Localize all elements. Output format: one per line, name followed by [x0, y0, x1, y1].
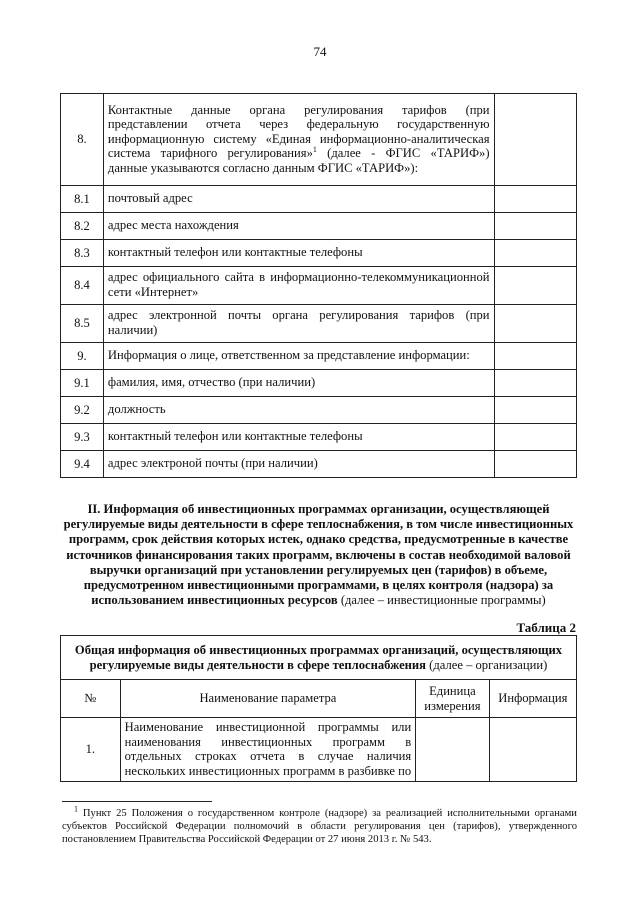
row-text-line: нескольких инвестиционных программ в разбивке по: [124, 763, 412, 778]
section-heading: [60, 502, 577, 608]
table-row: [61, 424, 577, 451]
row-value-cell: [494, 370, 576, 397]
table-row: [61, 240, 577, 267]
row-value-cell: [494, 397, 576, 424]
row-description: адрес официального сайта в информационно-телекоммуникационной сети «Интернет»: [103, 267, 494, 305]
row-number: 8.: [61, 94, 104, 186]
row-description: адрес места нахождения: [103, 213, 494, 240]
row-description: должность: [103, 397, 494, 424]
row-description: контактный телефон или контактные телефоны: [103, 240, 494, 267]
header-name: Наименование параметра: [120, 680, 416, 718]
table-caption-row: [61, 636, 577, 680]
row-value-cell: [494, 451, 576, 478]
row-value-cell: [494, 213, 576, 240]
row-text-line: отдельных строках отчета в случае наличия: [124, 749, 412, 764]
row-number: 9.1: [61, 370, 104, 397]
table-row: [61, 213, 577, 240]
row-num: 1.: [61, 718, 121, 782]
table-row: [61, 397, 577, 424]
row-description: адрес электроной почты (при наличии): [103, 451, 494, 478]
footnote-reference[interactable]: 1: [312, 145, 317, 155]
table-row: [61, 718, 577, 782]
row-value-cell: [494, 267, 576, 305]
investment-table: [60, 635, 577, 782]
row-number: 9.: [61, 343, 104, 370]
header-unit: Единица измерения: [416, 680, 489, 718]
row-text-line: наименования инвестиционных программ в: [124, 734, 412, 749]
page-number: 74: [313, 44, 327, 59]
caption-bold: Общая информация об инвестиционных программах организаций, осуществляющих регулируемые виды деятельности в сфере теплоснабжения: [74, 642, 563, 672]
table-row: [61, 186, 577, 213]
row-number: 8.5: [61, 305, 104, 343]
table-row: [61, 451, 577, 478]
header-num: №: [61, 680, 121, 718]
row-description-text: Контактные данные органа регулирования тарифов (при представлении отчета через федеральную государственную информационную систему «Единая информационно-аналитическая система тарифного регулирования»: [107, 102, 490, 161]
table-label: Таблица 2: [516, 620, 576, 635]
row-number: 8.1: [61, 186, 104, 213]
row-description: [103, 94, 494, 186]
row-unit-cell: [416, 718, 489, 782]
table-row: [61, 343, 577, 370]
row-description-tail: (далее - ФГИС «ТАРИФ») данные указываются согласно данным ФГИС «ТАРИФ»):: [107, 146, 490, 175]
section-heading-normal: (далее – инвестиционные программы): [337, 593, 546, 608]
row-text-line: Наименование инвестиционной программы или: [124, 720, 412, 734]
table-row: [61, 94, 577, 186]
table-caption: [61, 636, 577, 680]
contacts-table: [60, 93, 577, 478]
row-text: [120, 718, 416, 782]
row-value-cell: [494, 94, 576, 186]
row-description: адрес электронной почты органа регулирования тарифов (при наличии): [103, 305, 494, 343]
section-heading-bold: II. Информация об инвестиционных программах организации, осуществляющей регулируемые виды деятельности в сфере теплоснабжения, в том числе инвестиционных программ, срок действия которых истек, однако средства, предусмотренные в качестве источников финансирования таких программ, включены в состав необходимой валовой выручки организаций при установлении регулируемых цен (тарифов) в объеме, предусмотренном инвестиционными программами, в целях контроля (надзора) за использованием инвестиционных ресурсов: [63, 502, 574, 608]
row-description: контактный телефон или контактные телефоны: [103, 424, 494, 451]
footnote-divider: [62, 801, 212, 802]
row-number: 9.2: [61, 397, 104, 424]
row-value-cell: [494, 240, 576, 267]
table-row: [61, 370, 577, 397]
table-row: [61, 305, 577, 343]
row-info-cell: [489, 718, 576, 782]
footnote-text: Пункт 25 Положения о государственном контроле (надзоре) за реализацией исполнительными органами субъектов Российской Федерации полномочий в области регулирования цен (тарифов), утвержденного постановлением Правительства Российской Федерации от 27 июня 2013 г. № 543.: [62, 808, 577, 846]
footnote: [62, 804, 577, 847]
caption-normal: (далее – организации): [426, 657, 548, 672]
row-description: Информация о лице, ответственном за представление информации:: [103, 343, 494, 370]
row-value-cell: [494, 343, 576, 370]
row-value-cell: [494, 186, 576, 213]
row-value-cell: [494, 424, 576, 451]
footnote-mark: 1: [74, 804, 78, 814]
row-number: 8.2: [61, 213, 104, 240]
table-header-row: [61, 680, 577, 718]
row-description: фамилия, имя, отчество (при наличии): [103, 370, 494, 397]
row-description: почтовый адрес: [103, 186, 494, 213]
row-number: 8.4: [61, 267, 104, 305]
row-number: 8.3: [61, 240, 104, 267]
table-row: [61, 267, 577, 305]
row-number: 9.4: [61, 451, 104, 478]
row-value-cell: [494, 305, 576, 343]
row-number: 9.3: [61, 424, 104, 451]
header-info: Информация: [489, 680, 576, 718]
